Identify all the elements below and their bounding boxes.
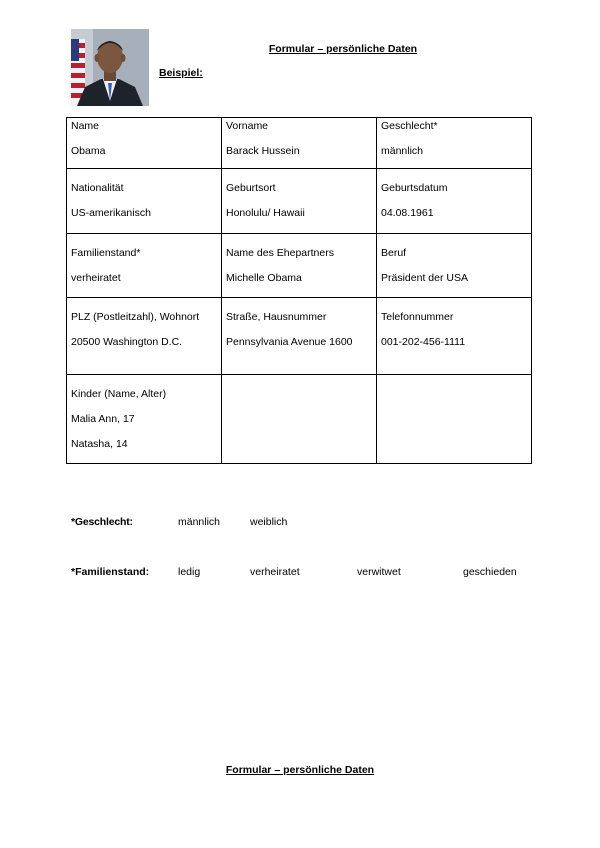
cell-value: Michelle Obama bbox=[226, 272, 302, 284]
cell-label: Kinder (Name, Alter) bbox=[71, 388, 167, 400]
table-row bbox=[67, 118, 532, 169]
gender-option-male: männlich bbox=[178, 516, 221, 528]
cell-value: Präsident der USA bbox=[381, 272, 468, 284]
cell-value: Pennsylvania Avenue 1600 bbox=[226, 336, 353, 348]
footer-title: Formular – persönliche Daten bbox=[225, 764, 375, 776]
cell-label: Beruf bbox=[381, 247, 407, 259]
marital-option-married: verheiratet bbox=[250, 566, 300, 578]
table-row bbox=[67, 375, 532, 464]
table-cell bbox=[377, 118, 532, 169]
table-row bbox=[67, 298, 532, 375]
table-cell bbox=[222, 375, 377, 464]
cell-value: Barack Hussein bbox=[226, 145, 300, 157]
marital-legend-label: *Familienstand: bbox=[71, 566, 150, 578]
marital-option-single: ledig bbox=[178, 566, 201, 578]
table-cell bbox=[222, 118, 377, 169]
cell-label: Name des Ehepartners bbox=[226, 247, 334, 259]
cell-label: Nationalität bbox=[71, 182, 124, 194]
cell-value: männlich bbox=[381, 145, 424, 157]
marital-option-widowed: verwitwet bbox=[357, 566, 401, 578]
cell-label: Geburtsdatum bbox=[381, 182, 448, 194]
child-entry: Malia Ann, 17 bbox=[71, 413, 135, 425]
table-cell bbox=[67, 234, 222, 298]
cell-label: Geburtsort bbox=[226, 182, 276, 194]
child-entry: Natasha, 14 bbox=[71, 438, 128, 450]
gender-option-female: weiblich bbox=[250, 516, 288, 528]
table-cell bbox=[222, 298, 377, 375]
cell-value: verheiratet bbox=[71, 272, 121, 284]
table-cell bbox=[377, 375, 532, 464]
cell-label: Straße, Hausnummer bbox=[226, 311, 327, 323]
cell-label: PLZ (Postleitzahl), Wohnort bbox=[71, 311, 200, 323]
cell-label: Familienstand* bbox=[71, 247, 141, 259]
table-row bbox=[67, 169, 532, 234]
cell-label: Vorname bbox=[226, 120, 269, 132]
gender-legend-label: *Geschlecht: bbox=[71, 516, 133, 528]
table-cell bbox=[377, 234, 532, 298]
cell-label: Name bbox=[71, 120, 100, 132]
table-cell bbox=[67, 118, 222, 169]
cell-value: Honolulu/ Hawaii bbox=[226, 207, 305, 219]
table-cell bbox=[377, 169, 532, 234]
page-title: Formular – persönliche Daten bbox=[268, 43, 418, 55]
table-row bbox=[67, 234, 532, 298]
marital-option-divorced: geschieden bbox=[463, 566, 517, 578]
example-label: Beispiel: bbox=[159, 67, 203, 79]
table-cell bbox=[67, 298, 222, 375]
table-cell bbox=[222, 169, 377, 234]
cell-value: US-amerikanisch bbox=[71, 207, 151, 219]
cell-value: 04.08.1961 bbox=[381, 207, 434, 219]
portrait-photo bbox=[71, 29, 149, 106]
table-cell bbox=[67, 375, 222, 464]
table-cell bbox=[67, 169, 222, 234]
cell-label: Telefonnummer bbox=[381, 311, 454, 323]
cell-value: 20500 Washington D.C. bbox=[71, 336, 183, 348]
table-cell bbox=[377, 298, 532, 375]
cell-label: Geschlecht* bbox=[381, 120, 438, 132]
table-cell bbox=[222, 234, 377, 298]
cell-value: Obama bbox=[71, 145, 106, 157]
personal-data-table bbox=[66, 117, 532, 464]
cell-value: 001-202-456-1111 bbox=[381, 336, 466, 348]
